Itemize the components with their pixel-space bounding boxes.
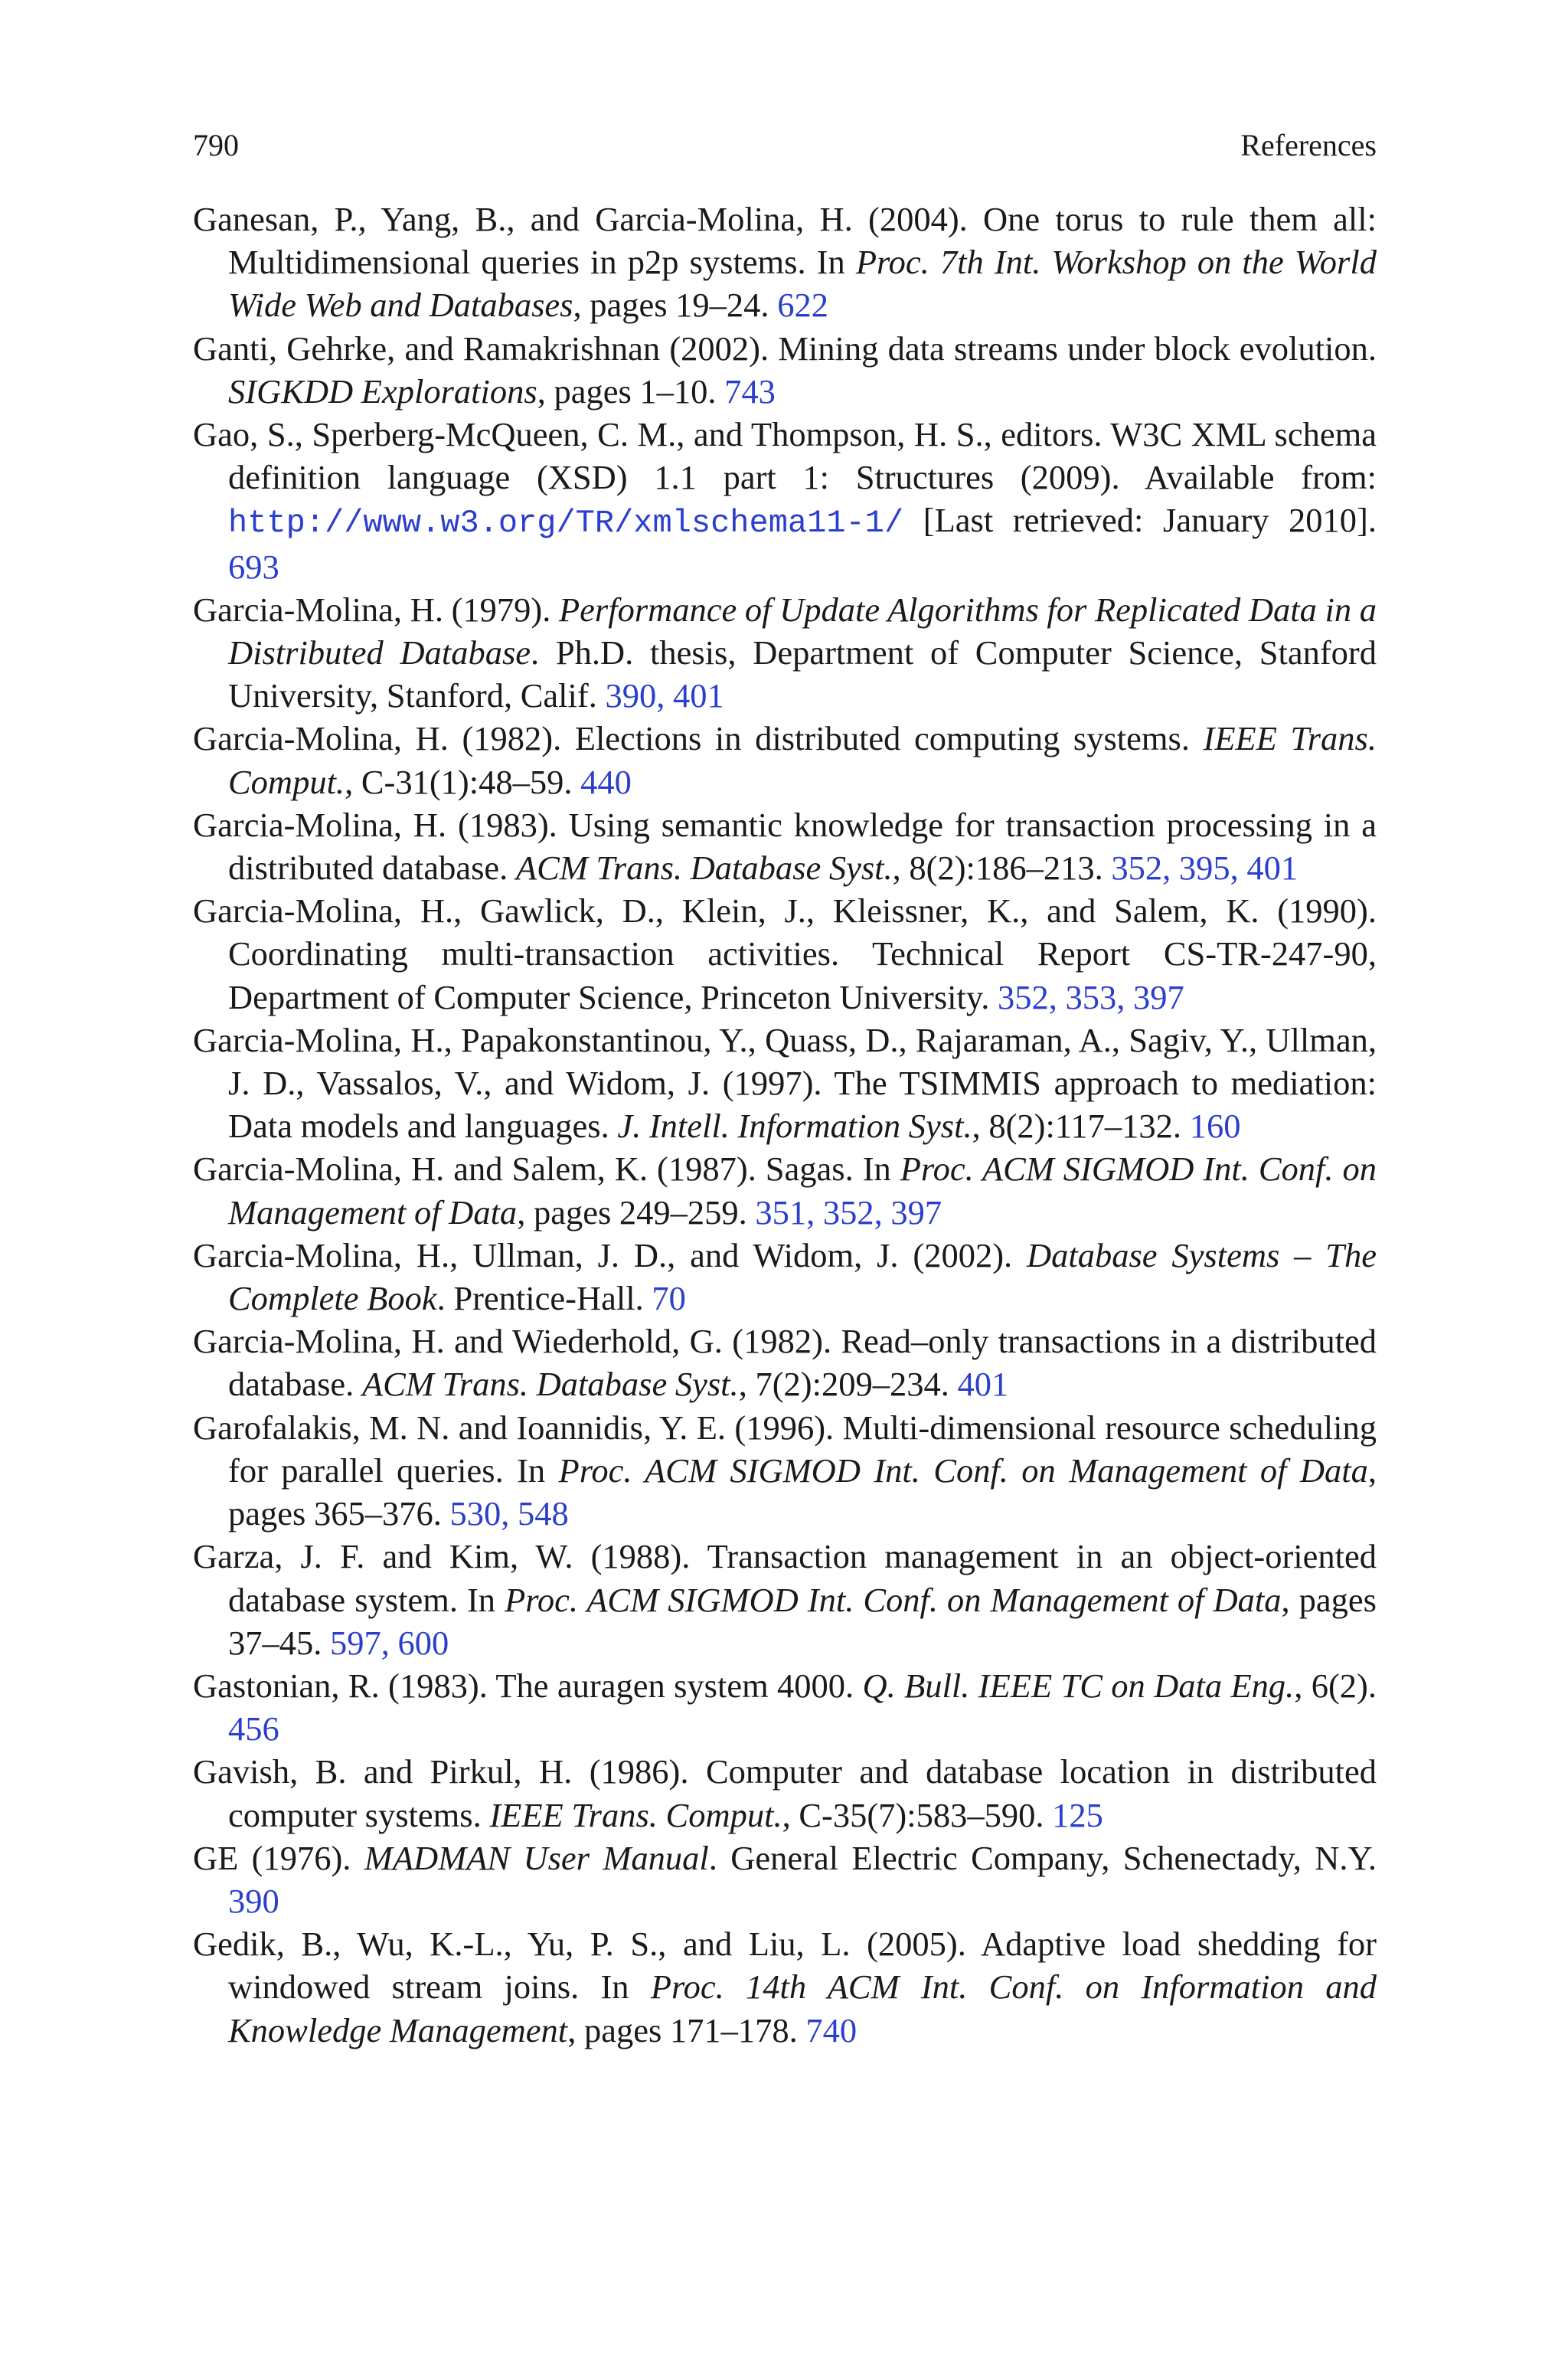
reference-entry — [193, 327, 1377, 413]
reference-venue: Proc. ACM SIGMOD Int. Conf. on Management of Data — [558, 1451, 1368, 1490]
reference-venue: SIGKDD Explorations — [228, 371, 537, 411]
reference-venue: J. Intell. Information Syst. — [617, 1107, 972, 1146]
reference-text: , pages 365–376. — [228, 1451, 1377, 1533]
reference-text: Garcia-Molina, H. and Salem, K. (1987). Sagas. In — [193, 1150, 900, 1189]
reference-entry — [193, 588, 1377, 718]
reference-text: Gastonian, R. (1983). The auragen system 4000. — [193, 1666, 863, 1705]
back-reference-page-link[interactable]: 693 — [228, 547, 279, 586]
reference-text: Ganti, Gehrke, and Ramakrishnan (2002). Mining data streams under block evolution. — [193, 329, 1377, 368]
reference-entry — [193, 1320, 1377, 1405]
back-reference-page-link[interactable]: 390 — [228, 1881, 279, 1920]
reference-entry — [193, 717, 1377, 803]
back-reference-page-link[interactable]: 352, 353, 397 — [998, 977, 1184, 1016]
back-reference-page-link[interactable]: 351, 352, 397 — [755, 1192, 942, 1232]
reference-entry — [193, 889, 1377, 1019]
reference-text: Garcia-Molina, H., Papakonstantinou, Y., Quass, D., Rajaraman, A., Sagiv, Y., Ullman, J. D., Vassalos, V., and Widom, J. (1997). The TSIMMIS approach to mediation: Data models and languages. — [193, 1020, 1377, 1146]
reference-venue: Proc. ACM SIGMOD Int. Conf. on Management of Data — [228, 1150, 1377, 1232]
reference-entry — [193, 198, 1377, 327]
back-reference-page-link[interactable]: 622 — [777, 286, 828, 325]
reference-text: Garcia-Molina, H. (1982). Elections in distributed computing systems. — [193, 719, 1204, 758]
reference-text: , pages 249–259. — [517, 1192, 756, 1232]
reference-text: [Last retrieved: January 2010]. — [903, 501, 1377, 540]
reference-text: Garcia-Molina, H. and Wiederhold, G. (1982). Read–only transactions in a distributed database. — [193, 1322, 1377, 1404]
back-reference-page-link[interactable]: 743 — [724, 371, 776, 411]
reference-text: , 6(2). — [1294, 1666, 1377, 1705]
reference-text: Garcia-Molina, H., Ullman, J. D., and Widom, J. (2002). — [193, 1235, 1027, 1274]
reference-text: . Ph.D. thesis, Department of Computer Science, Stanford University, Stanford, Calif. — [228, 633, 1377, 715]
reference-text: . General Electric Company, Schenectady, N.Y. — [708, 1838, 1377, 1877]
reference-entry — [193, 1664, 1377, 1750]
reference-text: . Prentice-Hall. — [436, 1279, 652, 1318]
reference-text: Garofalakis, M. N. and Ioannidis, Y. E. (1996). Multi-dimensional resource scheduling for parallel queries. In — [193, 1408, 1377, 1490]
back-reference-page-link[interactable]: 70 — [652, 1279, 686, 1318]
reference-venue: IEEE Trans. Comput. — [228, 719, 1377, 801]
reference-venue: Performance of Update Algorithms for Replicated Data in a Distributed Database — [228, 590, 1377, 672]
reference-venue: Proc. 14th ACM Int. Conf. on Information and Knowledge Management — [228, 1967, 1377, 2049]
reference-url-link[interactable]: http://www.w3.org/TR/xmlschema11-1/ — [228, 505, 904, 542]
reference-entry — [193, 1750, 1377, 1836]
reference-text: Garcia-Molina, H. (1979). — [193, 590, 559, 629]
reference-list — [193, 198, 1377, 2052]
reference-entry — [193, 1234, 1377, 1320]
reference-text: , C-35(7):583–590. — [782, 1795, 1053, 1834]
reference-text: , pages 19–24. — [573, 286, 778, 325]
reference-text: , 8(2):117–132. — [972, 1107, 1190, 1146]
reference-text: , C-31(1):48–59. — [345, 762, 581, 801]
back-reference-page-link[interactable]: 352, 395, 401 — [1111, 849, 1298, 888]
reference-text: , pages 1–10. — [537, 371, 725, 411]
back-reference-page-link[interactable]: 597, 600 — [330, 1623, 449, 1662]
reference-text: Garcia-Molina, H. (1983). Using semantic knowledge for transaction processing in a distributed database. — [193, 805, 1377, 888]
reference-text: , pages 171–178. — [567, 2010, 806, 2049]
back-reference-page-link[interactable]: 740 — [805, 2010, 858, 2049]
back-reference-page-link[interactable]: 160 — [1189, 1107, 1241, 1146]
back-reference-page-link[interactable]: 440 — [580, 762, 632, 801]
back-reference-page-link[interactable]: 456 — [228, 1709, 279, 1748]
reference-entry — [193, 413, 1377, 588]
back-reference-page-link[interactable]: 390, 401 — [605, 676, 724, 715]
reference-venue: IEEE Trans. Comput. — [489, 1795, 782, 1834]
reference-text: Garza, J. F. and Kim, W. (1988). Transaction management in an object-oriented database system. In — [193, 1537, 1377, 1619]
reference-entry — [193, 1922, 1377, 2052]
reference-entry — [193, 1019, 1377, 1148]
page-header — [193, 123, 1377, 168]
reference-text: , pages 37–45. — [228, 1580, 1377, 1662]
back-reference-page-link[interactable]: 125 — [1052, 1795, 1103, 1834]
reference-entry — [193, 1837, 1377, 1922]
reference-text: GE (1976). — [193, 1838, 364, 1877]
page-number: 790 — [193, 128, 239, 162]
reference-venue: ACM Trans. Database Syst. — [515, 849, 893, 888]
reference-venue: Q. Bull. IEEE TC on Data Eng. — [862, 1666, 1295, 1705]
reference-venue: Database Systems – The Complete Book — [228, 1235, 1377, 1318]
reference-text: , 7(2):209–234. — [738, 1365, 958, 1404]
reference-entry — [193, 1147, 1377, 1233]
reference-entry — [193, 1406, 1377, 1536]
reference-entry — [193, 1535, 1377, 1664]
running-head: References — [1240, 128, 1377, 162]
back-reference-page-link[interactable]: 401 — [957, 1365, 1009, 1404]
reference-text: Gedik, B., Wu, K.-L., Yu, P. S., and Liu, L. (2005). Adaptive load shedding for windowed stream joins. In — [193, 1925, 1377, 2007]
reference-venue: Proc. ACM SIGMOD Int. Conf. on Management of Data — [505, 1580, 1282, 1619]
reference-entry — [193, 803, 1377, 889]
reference-text: Gao, S., Sperberg-McQueen, C. M., and Thompson, H. S., editors. W3C XML schema definition language (XSD) 1.1 part 1: Structures (2009). Available from: — [193, 415, 1377, 497]
reference-text: Ganesan, P., Yang, B., and Garcia-Molina, H. (2004). One torus to rule them all: Multidimensional queries in p2p systems. In — [193, 200, 1377, 282]
reference-venue: Proc. 7th Int. Workshop on the World Wide Web and Databases — [228, 243, 1377, 325]
reference-venue: MADMAN User Manual — [364, 1838, 709, 1877]
reference-venue: ACM Trans. Database Syst. — [361, 1365, 739, 1404]
back-reference-page-link[interactable]: 530, 548 — [449, 1494, 569, 1533]
reference-text: Garcia-Molina, H., Gawlick, D., Klein, J., Kleissner, K., and Salem, K. (1990). Coordinating multi-transaction activities. Technical Report CS-TR-247-90, Department of Computer Science, Princeton University. — [193, 891, 1377, 1016]
reference-text: Gavish, B. and Pirkul, H. (1986). Computer and database location in distributed computer systems. — [193, 1752, 1377, 1834]
reference-text: , 8(2):186–213. — [892, 849, 1112, 888]
